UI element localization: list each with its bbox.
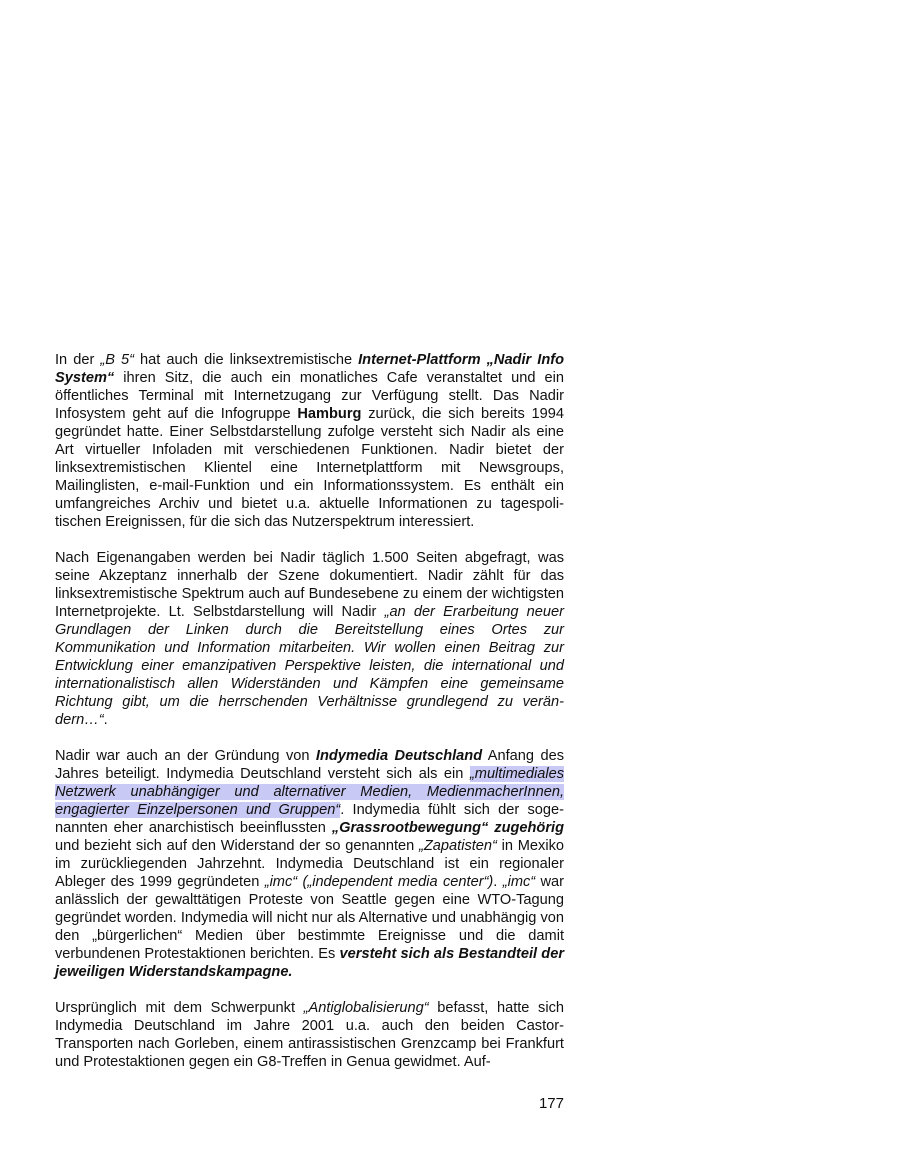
text-run-b5: „B 5“ bbox=[100, 352, 134, 368]
text-run: Nach Eigenangaben werden bei Nadir täglich 1.500 Seiten abgefragt, was seine Akzeptanz innerhalb der Szene dokumentiert. Nadir zählt für das linksextremistische Spektrum auch auf Bundesebene zu einem der wichtigsten Internetprojekte. Lt. Selbstdarstellung will Nadir bbox=[55, 550, 564, 620]
paragraph-antiglobalisierung bbox=[55, 999, 564, 1071]
paragraph-nadir-stats bbox=[55, 549, 564, 729]
text-run: . bbox=[493, 874, 503, 890]
text-run: . Indymedia fühlt sich der sogenannten eher anarchistisch beeinflussten bbox=[55, 802, 564, 836]
text-run-indymedia-title: Indymedia Deutschland bbox=[315, 748, 483, 764]
highlighted-quote: „multimediales Netzwerk unabhängiger und alternativer Medien, MedienmacherInnen, engagierter Einzelpersonen und Gruppen“ bbox=[55, 766, 564, 818]
text-run-grassroot: „Grassrootbewegung“ zugehörig bbox=[331, 820, 564, 836]
paragraph-nadir-info-system bbox=[55, 351, 564, 531]
text-run: zurück, die sich bereits 1994 gegründet hatte. Einer Selbstdarstellung zufolge versteht sich Nadir als eine Art virtueller Infoladen mit verschiedenen Funktionen. Nadir bietet der linksextremistischen Klientel eine Internetplattform mit Newsgroups, Mailinglisten, e-mail-Funktion und ein Informationssystem. Es enthält ein umfangreiches Archiv und bietet u.a. aktuelle Informationen zu tagespolitischen Ereignissen, für die sich das Nutzerspektrum interessiert. bbox=[55, 406, 564, 530]
text-run: . bbox=[103, 712, 108, 728]
text-run-zapatisten: „Zapatisten“ bbox=[419, 838, 497, 854]
text-run: und bezieht sich auf den Widerstand der so genannten bbox=[55, 838, 420, 854]
text-run: In der bbox=[55, 352, 101, 368]
text-run: in Mexiko im zurückliegenden Jahrzehnt. Indymedia Deutschland ist ein regionaler Ableger des 1999 gegründeten bbox=[55, 838, 564, 890]
text-run: Anfang des Jahres beteiligt. Indymedia Deutschland versteht sich als ein bbox=[55, 748, 564, 782]
text-run: Ursprünglich mit dem Schwerpunkt bbox=[55, 1000, 304, 1016]
text-run: hat auch die linksextremistische bbox=[134, 352, 359, 368]
text-column bbox=[55, 351, 564, 1089]
text-run: Nadir war auch an der Gründung von bbox=[55, 748, 316, 764]
text-run-antiglobalisierung: „Antiglobalisierung“ bbox=[303, 1000, 429, 1016]
text-run: war anlässlich der gewalttätigen Proteste von Seattle gegen eine WTO-Tagung gegründet worden. Indymedia will nicht nur als Alternative und unabhängig von den „bürgerlichen“ Medien über bestimmte Ereignisse und die damit verbundenen Protestaktionen berichten. Es bbox=[55, 874, 565, 962]
text-run-imc-short: „imc“ bbox=[502, 874, 536, 890]
page-number: 177 bbox=[538, 1095, 564, 1112]
text-run-hamburg: Hamburg bbox=[297, 406, 362, 422]
text-run-imc: „imc“ („independent media center“) bbox=[264, 874, 494, 890]
text-run-nadir-title: Internet-Plattform „Nadir Info System“ bbox=[55, 352, 565, 386]
paragraph-indymedia bbox=[55, 747, 564, 981]
text-run-quote: „an der Erarbeitung neuer Grundlagen der Linken durch die Bereitstellung eines Ortes zur Kommunikation und Information mitarbeiten. Wir wollen einen Beitrag zur Entwicklung einer emanzipativen Perspektive leisten, die international und internationalistisch allen Widerständen und Kämpfen eine gemeinsame Richtung gibt, um die herrschenden Verhältnisse grundlegend zu verändern…“ bbox=[55, 604, 565, 728]
text-run: ihren Sitz, die auch ein monatliches Cafe veranstaltet und ein öffentliches Terminal mit Internetzugang zur Verfügung stellt. Das Nadir Infosystem geht auf die Infogruppe bbox=[55, 370, 564, 422]
text-run: befasst, hatte sich Indymedia Deutschland im Jahre 2001 u.a. auch den beiden Castor-Transporten nach Gorleben, einem antirassistischen Grenzcamp bei Frankfurt und Protestaktionen gegen ein G8-Treffen in Genua gewidmet. Auf- bbox=[55, 1000, 565, 1070]
text-run-widerstand: versteht sich als Bestandteil der jeweiligen Widerstandskampagne. bbox=[55, 946, 564, 980]
